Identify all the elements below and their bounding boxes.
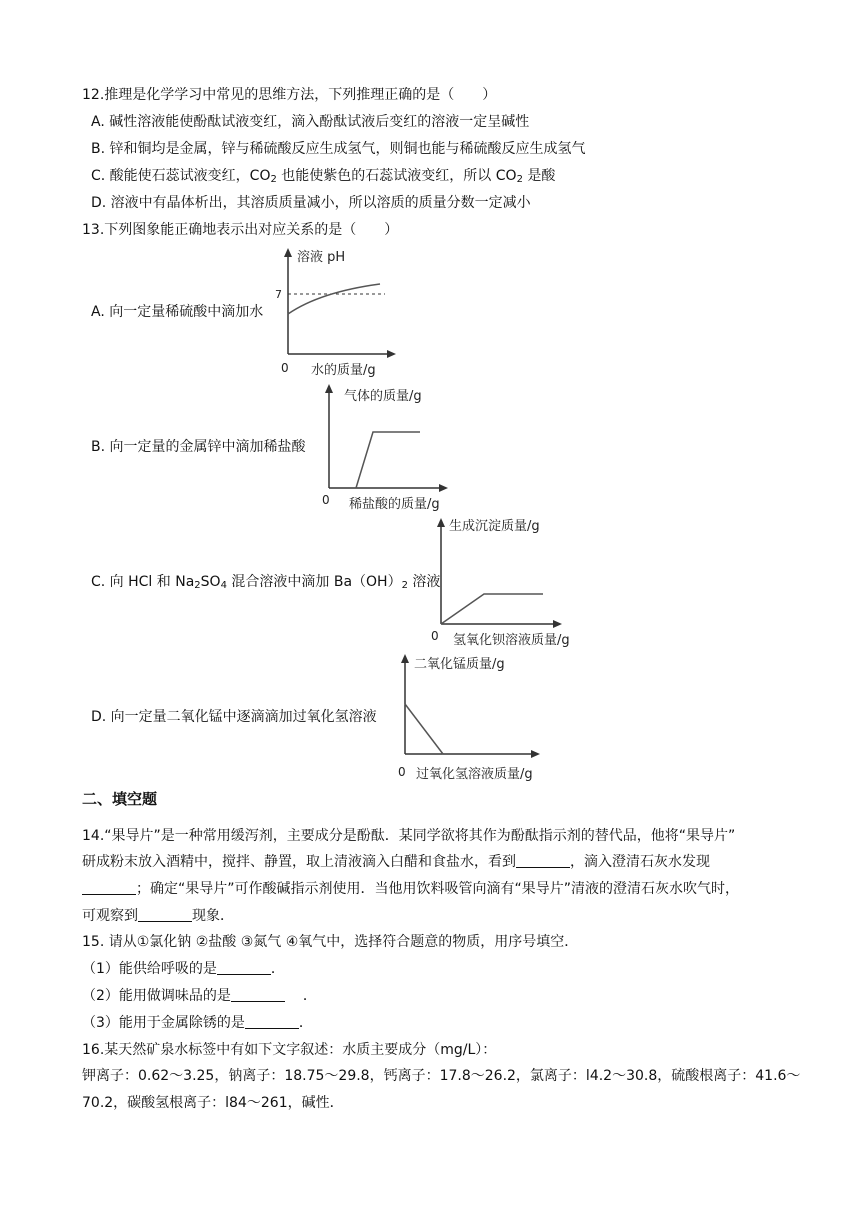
q16-line-2: 钾离子：0.62～3.25，钠离子：18.75～29.8，钙离子：17.8～26.2，氯离子：l4.2～30.8，硫酸根离子：41.6～	[82, 1068, 801, 1084]
graph-c	[428, 512, 598, 652]
graph-b-origin: 0	[322, 493, 330, 507]
q14-line-1: 14.“果导片”是一种常用缓泻剂，主要成分是酚酞．某同学欲将其作为酚酞指示剂的替代品，他将“果导片”	[82, 828, 736, 844]
q14-line-2	[82, 852, 710, 872]
q12-c-text-1: C. 酸能使石蕊试液变红，CO	[91, 168, 271, 184]
q15-stem: 15. 请从①氯化钠 ②盐酸 ③氮气 ④氧气中，选择符合题意的物质，用序号填空．	[82, 934, 579, 950]
q16-line-3: 70.2，碳酸氢根离子：l84～261，碱性．	[82, 1095, 344, 1111]
q16-line-1: 16.某天然矿泉水标签中有如下文字叙述：水质主要成分（mg/L）：	[82, 1042, 497, 1058]
q13-option-c	[91, 572, 440, 596]
q15-blank-2[interactable]	[231, 987, 285, 1002]
graph-d-ylabel: 二氧化锰质量/g	[414, 657, 505, 672]
q13-option-d: D. 向一定量二氧化锰中逐滴滴加过氧化氢溶液	[91, 709, 377, 725]
q15-sub-1	[82, 959, 285, 979]
q14-blank-2[interactable]	[82, 880, 136, 895]
q14-blank-3[interactable]	[138, 907, 192, 922]
graph-d-origin: 0	[398, 765, 406, 779]
q15-sub-1-end: ．	[270, 961, 285, 977]
q15-blank-1[interactable]	[217, 960, 271, 975]
section-heading: 二、填空题	[82, 790, 158, 808]
graph-b	[316, 380, 466, 518]
q13-c-sub-2: 4	[220, 580, 227, 591]
q15-sub-3-text: （3）能用于金属除锈的是	[82, 1015, 245, 1031]
graph-d-xlabel: 过氧化氢溶液质量/g	[416, 767, 533, 782]
graph-a-tick-7: 7	[275, 288, 282, 301]
graph-b-xlabel: 稀盐酸的质量/g	[349, 497, 440, 512]
q13-stem: 13.下列图象能正确地表示出对应关系的是（ ）	[82, 222, 399, 238]
q15-sub-2-text: （2）能用做调味品的是	[82, 988, 231, 1004]
graph-c-xlabel: 氢氧化钡溶液质量/g	[453, 633, 570, 648]
q15-sub-2	[82, 986, 317, 1006]
q13-c-text-4: 溶液	[407, 574, 441, 590]
q13-option-b: B. 向一定量的金属锌中滴加稀盐酸	[91, 439, 306, 455]
q12-c-sub-1: 2	[270, 174, 277, 185]
graph-c-ylabel: 生成沉淀质量/g	[449, 519, 540, 534]
graph-a	[275, 244, 405, 380]
graph-c-origin: 0	[431, 629, 439, 643]
q12-option-a: A. 碱性溶液能使酚酞试液变红，滴入酚酞试液后变红的溶液一定呈碱性	[91, 114, 530, 130]
q13-option-a: A. 向一定量稀硫酸中滴加水	[91, 304, 264, 320]
graph-b-ylabel: 气体的质量/g	[344, 389, 422, 404]
q13-c-text-3: 混合溶液中滴加 Ba（OH）	[226, 574, 402, 590]
q14-text-4b: 现象．	[192, 908, 234, 924]
q14-text-2a: 研成粉末放入酒精中，搅拌、静置，取上清液滴入白醋和食盐水，看到	[82, 854, 516, 870]
q14-line-4	[82, 906, 234, 926]
q14-blank-1[interactable]	[516, 853, 570, 868]
q12-c-text-3: 是酸	[522, 168, 556, 184]
graph-a-origin: 0	[281, 361, 289, 375]
q12-option-c	[91, 166, 555, 190]
q14-text-3a: ；确定“果导片”可作酸碱指示剂使用．当他用饮料吸管向滴有“果导片”清液的澄清石灰水吹气时，	[136, 881, 740, 897]
q15-sub-1-text: （1）能供给呼吸的是	[82, 961, 217, 977]
q15-blank-3[interactable]	[245, 1014, 299, 1029]
q15-sub-2-end: ．	[302, 988, 317, 1004]
q14-text-4a: 可观察到	[82, 908, 138, 924]
q13-c-text-2: SO	[200, 574, 221, 590]
q12-c-sub-2: 2	[516, 174, 523, 185]
q15-sub-3	[82, 1013, 313, 1033]
graph-a-xlabel: 水的质量/g	[311, 363, 376, 378]
q14-line-3	[82, 879, 739, 899]
q12-stem: 12.推理是化学学习中常见的思维方法，下列推理正确的是（ ）	[82, 87, 497, 103]
q14-text-2b: ，滴入澄清石灰水发现	[570, 854, 710, 870]
graph-d	[394, 650, 564, 786]
q12-option-d: D. 溶液中有晶体析出，其溶质质量减小，所以溶质的质量分数一定减小	[91, 195, 531, 211]
q13-c-sub-1: 2	[194, 580, 201, 591]
q13-c-sub-3: 2	[401, 580, 408, 591]
graph-a-ylabel: 溶液 pH	[297, 250, 346, 265]
q15-sub-3-end: ．	[298, 1015, 313, 1031]
q12-option-b: B. 锌和铜均是金属，锌与稀硫酸反应生成氢气，则铜也能与稀硫酸反应生成氢气	[91, 141, 586, 157]
q12-c-text-2: 也能使紫色的石蕊试液变红，所以 CO	[276, 168, 517, 184]
q13-c-text-1: C. 向 HCl 和 Na	[91, 574, 195, 590]
